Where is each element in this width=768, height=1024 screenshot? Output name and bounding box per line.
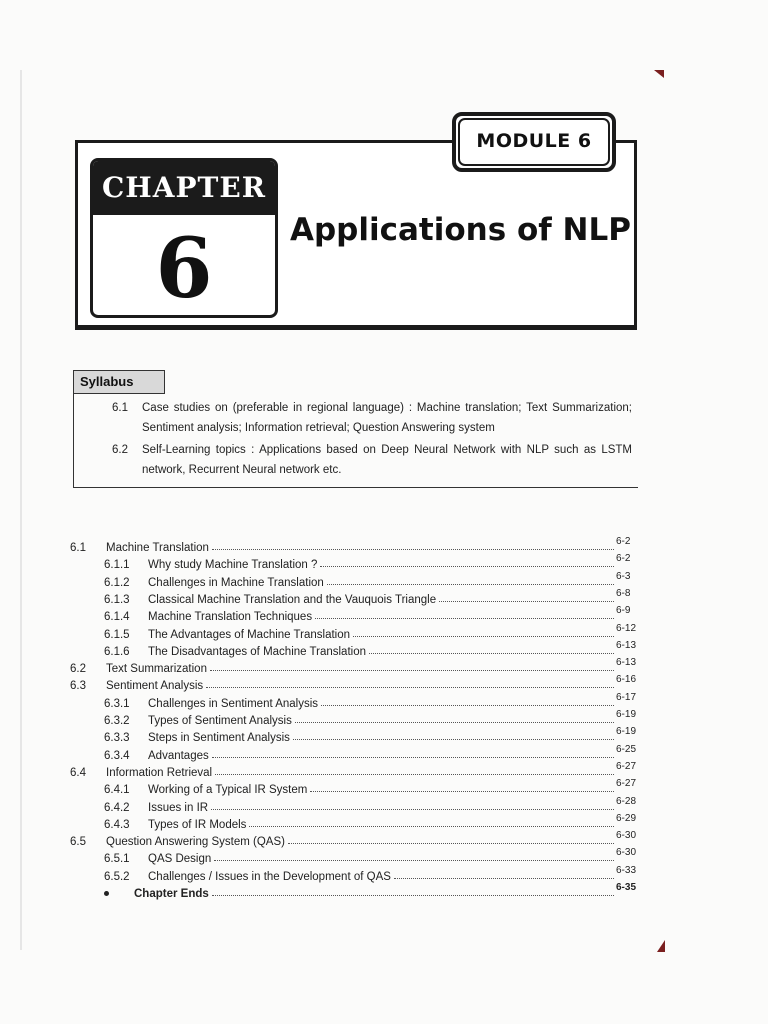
toc-leader-dots (369, 653, 614, 654)
toc-section-number: 6.3.2 (104, 715, 130, 727)
toc-page-number: 6-2 (616, 536, 631, 547)
toc-section-title: The Disadvantages of Machine Translation (148, 645, 366, 658)
toc-page-number: 6-16 (616, 674, 637, 686)
toc-section-title: Steps in Sentiment Analysis (148, 732, 290, 745)
toc-section-number: 6.1 (70, 542, 86, 554)
syllabus-item (112, 440, 632, 480)
toc-leader-dots (320, 566, 614, 567)
chapter-label: CHAPTER (93, 161, 275, 215)
chapter-box (90, 158, 278, 318)
syllabus-item-text: Case studies on (preferable in regional language) : Machine translation; Text Summarization; Sentiment analysis; Information retrieval; Question Answering system (142, 402, 632, 434)
toc-leader-dots (212, 895, 614, 896)
toc-row (0, 778, 768, 798)
toc-section-number: 6.2 (70, 663, 86, 676)
syllabus-tag: Syllabus (73, 370, 165, 394)
toc-page-number: 6-8 (616, 587, 631, 599)
toc-leader-dots (212, 757, 614, 758)
toc-row (0, 553, 768, 573)
toc-section-title: Chapter Ends (134, 888, 209, 900)
toc-page-number: 6-17 (616, 691, 637, 703)
bullet-icon (104, 891, 109, 896)
toc-row (0, 812, 768, 833)
toc-section-title: Text Summarization (106, 663, 207, 676)
corner-marker-bottom (657, 940, 665, 952)
toc-section-title: Challenges in Machine Translation (148, 576, 324, 589)
toc-section-number: 6.1.3 (104, 593, 130, 606)
toc-row (0, 622, 768, 643)
toc-leader-dots (214, 860, 614, 861)
toc-section-title: Sentiment Analysis (106, 680, 204, 693)
toc-page-number: 6-35 (616, 882, 637, 893)
toc-section-title: Challenges / Issues in the Development of QAS (148, 870, 391, 883)
toc-section-title: Issues in IR (148, 801, 209, 814)
toc-section-number: 6.5.2 (104, 870, 130, 883)
toc-row (0, 657, 768, 677)
toc-section-number: 6.4.3 (104, 818, 130, 831)
toc-section-title: Types of IR Models (148, 818, 247, 831)
toc-section-number: 6.1.6 (104, 645, 130, 658)
toc-row (0, 536, 768, 556)
toc-leader-dots (293, 739, 614, 740)
toc-leader-dots (315, 618, 614, 619)
toc-leader-dots (353, 636, 614, 637)
toc-page-number: 6-27 (616, 760, 637, 772)
toc-section-title: Why study Machine Translation ? (148, 559, 318, 572)
toc-section-title: Question Answering System (QAS) (106, 836, 285, 849)
chapter-title: Applications of NLP (290, 212, 631, 248)
toc-page-number: 6-27 (616, 778, 637, 790)
toc-leader-dots (310, 791, 614, 792)
toc-section-number: 6.1.5 (104, 628, 130, 641)
toc-section-number: 6.4 (70, 766, 86, 779)
toc-section-number: 6.5 (70, 836, 86, 849)
toc-row (0, 830, 768, 850)
toc-leader-dots (295, 722, 614, 723)
toc-section-number: 6.3.1 (104, 697, 130, 710)
syllabus-item-number: 6.1 (112, 402, 128, 414)
toc-section-number: 6.5.1 (104, 853, 130, 866)
toc-leader-dots (394, 878, 614, 879)
toc-leader-dots (211, 809, 614, 810)
toc-section-title: The Advantages of Machine Translation (148, 628, 351, 641)
toc-row (0, 760, 768, 781)
toc-section-title: Classical Machine Translation and the Vauquois Triangle (148, 593, 437, 606)
toc-section-number: 6.3.3 (104, 732, 130, 745)
toc-section-title: Information Retrieval (106, 766, 213, 779)
toc-row (0, 587, 768, 608)
toc-page-number: 6-12 (616, 622, 637, 634)
toc-row (0, 605, 768, 625)
toc-leader-dots (288, 843, 614, 844)
toc-page-number: 6-30 (616, 847, 637, 859)
toc-row (0, 709, 768, 729)
toc-page-number: 6-2 (616, 553, 631, 565)
toc-row (0, 847, 768, 867)
toc-row (0, 639, 768, 660)
toc-page-number: 6-19 (616, 709, 637, 720)
toc-leader-dots (215, 774, 614, 775)
module-label: MODULE 6 (476, 130, 592, 152)
toc-section-number: 6.3.4 (104, 749, 130, 762)
toc-page-number: 6-19 (616, 726, 637, 738)
toc-section-title: Machine Translation Techniques (148, 611, 313, 624)
syllabus-item-number: 6.2 (112, 444, 128, 456)
toc-row (0, 795, 768, 816)
toc-section-title: Working of a Typical IR System (148, 784, 308, 797)
syllabus-item-text: Self-Learning topics : Applications based on Deep Neural Network with NLP such as LSTM network, Recurrent Neural network etc. (142, 444, 632, 476)
corner-marker-top (654, 70, 664, 78)
toc-section-title: Advantages (148, 749, 209, 762)
toc-page-number: 6-33 (616, 864, 637, 876)
toc-page-number: 6-9 (616, 605, 631, 617)
toc-page-number: 6-13 (616, 639, 637, 651)
toc-leader-dots (206, 687, 614, 688)
toc-section-title: Machine Translation (106, 542, 209, 554)
toc-row (0, 882, 768, 902)
toc-section-title: Challenges in Sentiment Analysis (148, 697, 319, 710)
toc-section-number: 6.4.1 (104, 784, 130, 797)
toc-page-number: 6-28 (616, 795, 637, 807)
toc-section-number: 6.3 (70, 680, 86, 693)
toc-leader-dots (321, 705, 614, 706)
toc-row (0, 570, 768, 591)
toc-section-number: 6.1.1 (104, 559, 130, 572)
toc-leader-dots (327, 584, 614, 585)
toc-section-number: 6.1.2 (104, 576, 130, 589)
syllabus-item (112, 398, 632, 438)
toc-section-number: 6.1.4 (104, 611, 130, 624)
toc-leader-dots (249, 826, 614, 827)
toc-row (0, 864, 768, 885)
toc-section-title: Types of Sentiment Analysis (148, 715, 292, 727)
toc-leader-dots (212, 549, 614, 550)
toc-row (0, 674, 768, 694)
chapter-number: 6 (155, 221, 213, 317)
toc-section-title: QAS Design (148, 853, 212, 866)
toc-row (0, 691, 768, 712)
toc-page-number: 6-3 (616, 570, 631, 582)
toc-page-number: 6-25 (616, 743, 637, 755)
toc-page-number: 6-13 (616, 657, 637, 669)
toc-row (0, 743, 768, 764)
toc-leader-dots (210, 670, 614, 671)
toc-row (0, 726, 768, 746)
toc-leader-dots (439, 601, 614, 602)
toc-section-number: 6.4.2 (104, 801, 130, 814)
toc-page-number: 6-29 (616, 812, 637, 824)
toc-page-number: 6-30 (616, 830, 637, 842)
